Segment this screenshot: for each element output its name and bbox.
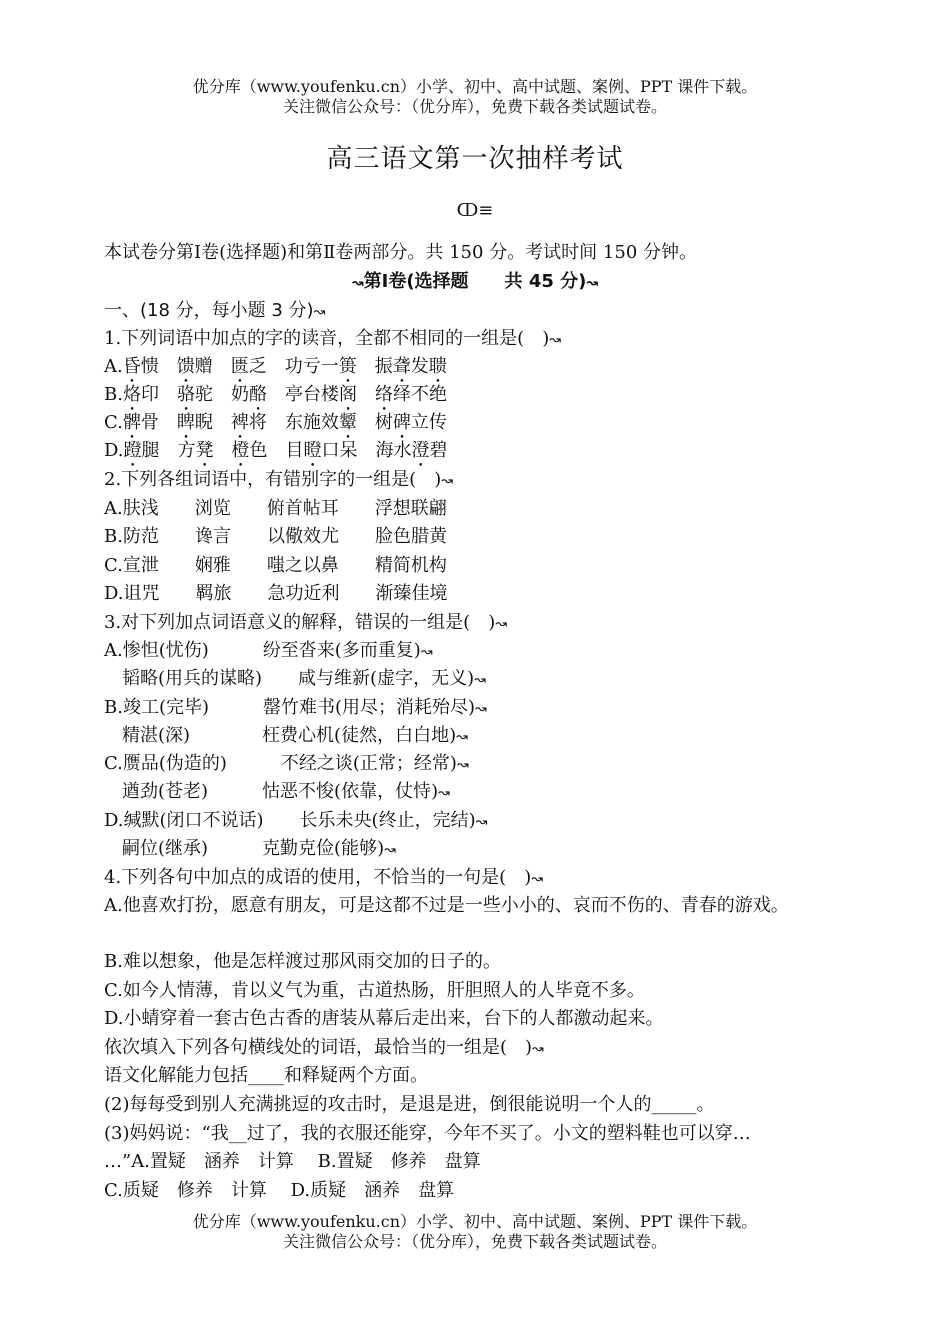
mark-icon: ↝ [313,304,326,320]
q5-stem: 依次填入下列各句横线处的词语，最恰当的一组是( )↝ [104,1037,544,1058]
mark-icon: ↝ [456,729,468,745]
q3-option-d1: D.缄默(闭口不说话) 长乐未央(终止，完结)↝ [104,810,488,831]
mark-icon: ↝ [441,473,453,489]
q1-option-c: C.髀骨 睥睨 裨将 东施效颦 树碑立传 [104,412,447,433]
section-title: ↝第Ⅰ卷(选择题 共 45 分)↝ [351,271,599,292]
q3-option-c1: C.赝品(伪造的) 不经之谈(正常；经常)↝ [104,753,469,774]
mark-icon: ↝ [549,332,561,348]
q3-option-a2: 韬略(用兵的谋略) 咸与维新(虚字，无义)↝ [104,668,486,689]
q5-options-ab: …”A.置疑 涵养 计算 B.置疑 修养 盘算 [104,1151,481,1172]
q2-option-c: C.宣泄 娴雅 嗤之以鼻 精简机构 [104,555,447,576]
q5-sentence-3: (3)妈妈说：“我__过了，我的衣服还能穿，今年不买了。小文的塑料鞋也可以穿… [104,1123,751,1144]
page-title: 高三语文第一次抽样考试 [326,144,624,174]
footer-line-2: 关注微信公众号：（优分库），免费下载各类试题试卷。 [282,1232,667,1251]
intro: 本试卷分第Ⅰ卷(选择题)和第Ⅱ卷两部分。共 150 分。考试时间 150 分钟。 [104,242,697,263]
mark-icon: ↝ [495,616,507,632]
q3-option-b1: B.竣工(完毕) 罄竹难书(用尽；消耗殆尽)↝ [104,697,487,718]
mark-icon: ↝ [532,1041,544,1057]
q3-option-a1: A.惨怛(忧伤) 纷至沓来(多而重复)↝ [104,640,433,661]
q4-option-d: D.小蜻穿着一套古色古香的唐装从幕后走出来，台下的人都激动起来。 [104,1008,664,1029]
q1-stem: 1.下列词语中加点的字的读音，全都不相同的一组是( )↝ [104,328,561,349]
header-line-1: 优分库（www.youfenku.cn）小学、初中、高中试题、案例、PPT 课件下载。 [192,77,758,96]
q2-option-a: A.肤浅 浏览 俯首帖耳 浮想联翩 [104,498,447,519]
q2-stem: 2.下列各组词语中，有错别字的一组是( )↝ [104,469,453,490]
q3-stem: 3.对下列加点词语意义的解释，错误的一组是( )↝ [104,612,507,633]
footer-line-1: 优分库（www.youfenku.cn）小学、初中、高中试题、案例、PPT 课件下载。 [192,1212,758,1231]
q5-sentence-2: (2)每每受到别人充满挑逗的攻击时，是退是进，倒很能说明一个人的_____。 [104,1094,715,1115]
q1-option-d: D.蹬腿 方凳 橙色 目瞪口呆 海水澄碧 [104,440,448,461]
q5-options-cd: C.质疑 修养 计算 D.质疑 涵养 盘算 [104,1180,455,1201]
mark-icon: ↝ [475,701,487,717]
q2-option-d: D.诅咒 羁旅 急功近利 渐臻佳境 [104,583,448,604]
q1-option-a: A.昏愦 馈赠 匮乏 功亏一篑 振聋发聩 [104,356,447,377]
mark-icon: ↝ [474,672,486,688]
mark-icon: ↝ [456,757,469,773]
q3-option-b2: 精湛(深) 枉费心机(徒然，白白地)↝ [104,725,468,746]
mark-icon: ↝ [438,785,450,801]
q4-option-b: B.难以想象，他是怎样渡过那风雨交加的日子的。 [104,951,501,972]
q3-option-d2: 嗣位(继承) 克勤克俭(能够)↝ [104,838,396,859]
q4-option-a: A.他喜欢打扮，愿意有朋友，可是这都不过是一些小小的、哀而不伤的、青春的游戏。 [104,895,789,916]
mark-icon: ↝ [351,275,364,291]
part1-heading: 一、(18 分，每小题 3 分)↝ [104,300,326,321]
ornament-icon: ↀ≡ [456,200,494,221]
mark-icon: ↝ [475,814,488,830]
q4-stem: 4.下列各句中加点的成语的使用，不恰当的一句是( )↝ [104,867,543,888]
mark-icon: ↝ [531,871,543,887]
q5-sentence-1: 语文化解能力包括____和释疑两个方面。 [104,1065,428,1086]
q2-option-b: B.防范 谗言 以儆效尤 脸色腊黄 [104,526,447,547]
mark-icon: ↝ [586,275,599,291]
q1-option-b: B.烙印 骆驼 奶酪 亭台楼阁 络绎不绝 [104,384,447,405]
q3-option-c2: 遒劲(苍老) 怙恶不悛(依靠，仗恃)↝ [104,781,450,802]
mark-icon: ↝ [384,842,396,858]
header-line-2: 关注微信公众号：（优分库），免费下载各类试题试卷。 [282,97,667,116]
mark-icon: ↝ [420,644,433,660]
q4-option-c: C.如今人情薄，肯以义气为重，古道热肠，肝胆照人的人毕竟不多。 [104,980,645,1001]
